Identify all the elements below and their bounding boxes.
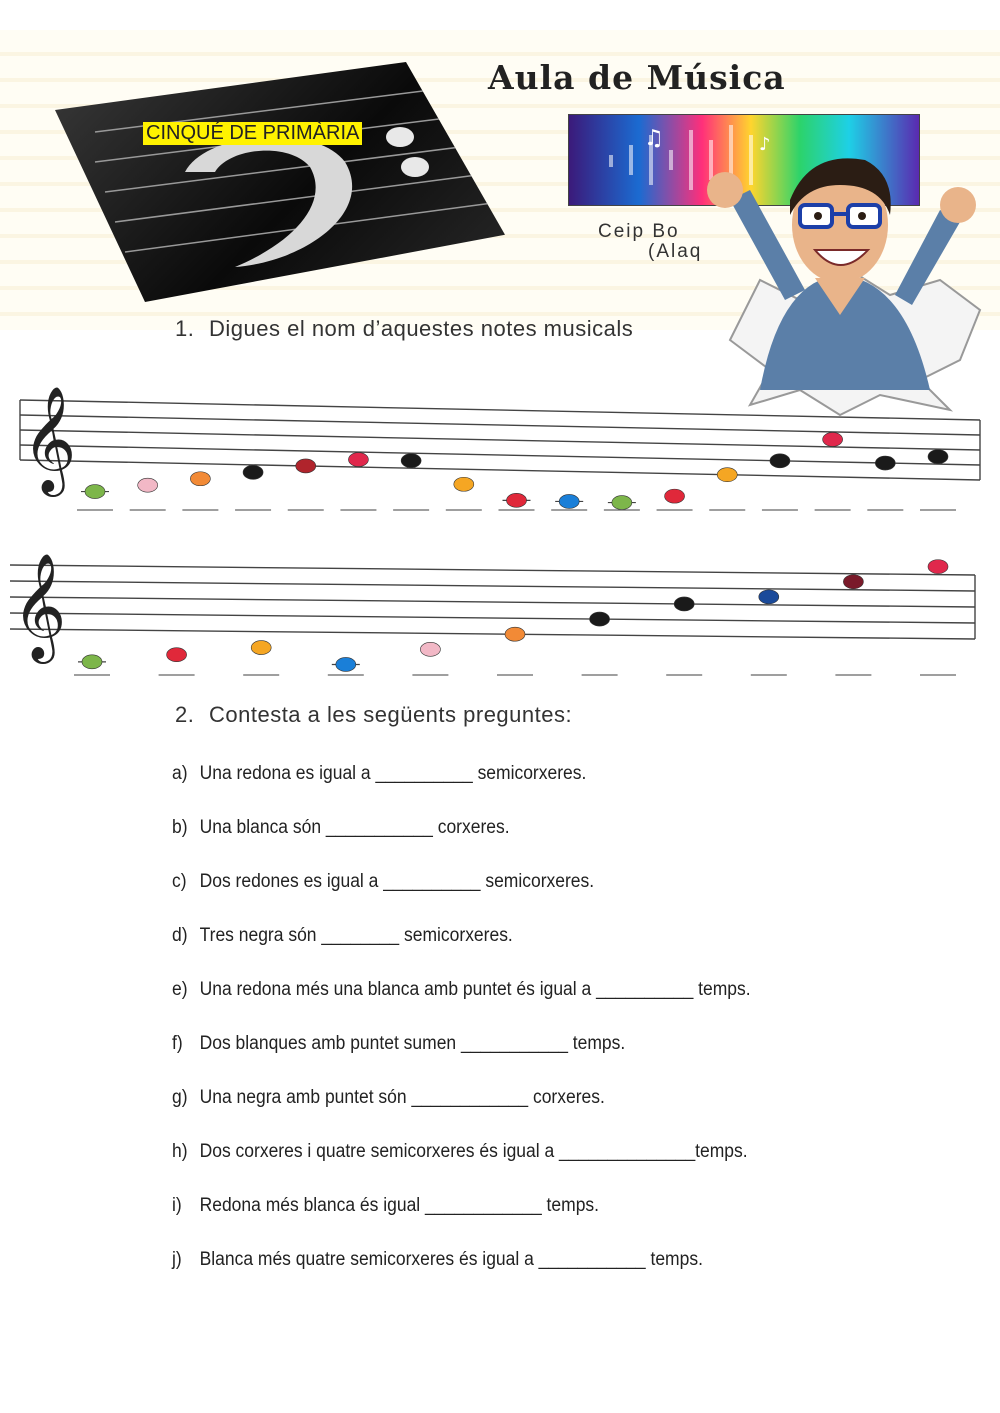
staff-2-lines [10, 565, 975, 639]
note-4 [336, 657, 356, 671]
section1-heading [175, 316, 633, 342]
section1-title: Digues el nom d’aquestes notes musicals [208, 316, 634, 341]
note-11 [928, 560, 948, 574]
question-text[interactable]: Redona més blanca és igual ____________ temps. [199, 1195, 600, 1216]
note-2 [167, 648, 187, 662]
question-text[interactable]: Una negra amb puntet són ____________ corxeres. [199, 1087, 605, 1108]
treble-clef-icon: 𝄞 [12, 552, 67, 659]
svg-text:♫: ♫ [644, 126, 664, 151]
staff-2 [0, 540, 1000, 690]
question-letter: f) [172, 1033, 183, 1054]
question-i [172, 1195, 599, 1217]
question-d [172, 925, 513, 947]
note-7 [401, 454, 421, 468]
question-a [172, 763, 586, 785]
note-13 [717, 468, 737, 482]
question-text[interactable]: Dos corxeres i quatre semicorxeres és igual a ______________temps. [199, 1141, 748, 1162]
section2-title: Contesta a les següents preguntes: [208, 702, 573, 727]
note-8 [674, 597, 694, 611]
question-text[interactable]: Tres negra són ________ semicorxeres. [199, 925, 513, 946]
question-letter: g) [172, 1087, 188, 1108]
note-5 [296, 459, 316, 473]
note-10 [559, 494, 579, 508]
question-letter: e) [172, 979, 188, 1000]
grade-label: CINQUÉ DE PRIMÀRIA [143, 122, 362, 145]
question-text[interactable]: Una redona més una blanca amb puntet és igual a __________ temps. [199, 979, 751, 1000]
note-2 [138, 478, 158, 492]
note-3 [190, 472, 210, 486]
note-17 [928, 450, 948, 464]
note-1 [82, 655, 102, 669]
question-text[interactable]: Una redona es igual a __________ semicorxeres. [199, 763, 587, 784]
question-c [172, 871, 594, 893]
page-title: Aula de Música [488, 58, 786, 97]
note-6 [348, 453, 368, 467]
question-j [172, 1249, 703, 1271]
note-9 [759, 590, 779, 604]
question-text[interactable]: Una blanca són ___________ corxeres. [199, 817, 510, 838]
note-5 [420, 642, 440, 656]
note-1 [85, 485, 105, 499]
treble-clef-icon: 𝄞 [22, 385, 77, 492]
question-g [172, 1087, 605, 1109]
note-14 [770, 454, 790, 468]
question-text[interactable]: Dos redones es igual a __________ semicorxeres. [199, 871, 595, 892]
question-letter: c) [172, 871, 187, 892]
note-9 [507, 493, 527, 507]
section2-heading [175, 702, 572, 728]
school-name: Ceip Bo (Alaq [598, 221, 703, 262]
question-text[interactable]: Dos blanques amb puntet sumen ___________ temps. [199, 1033, 626, 1054]
question-letter: d) [172, 925, 188, 946]
note-3 [251, 641, 271, 655]
question-text[interactable]: Blanca més quatre semicorxeres és igual a ___________ temps. [199, 1249, 703, 1270]
note-12 [665, 489, 685, 503]
note-6 [505, 627, 525, 641]
staff-1 [0, 370, 1000, 530]
note-7 [590, 612, 610, 626]
question-letter: h) [172, 1141, 188, 1162]
question-letter: a) [172, 763, 188, 784]
svg-text:♪: ♪ [759, 134, 771, 155]
note-8 [454, 477, 474, 491]
note-4 [243, 465, 263, 479]
note-16 [875, 456, 895, 470]
section1-number: 1. [175, 316, 195, 341]
question-b [172, 817, 510, 839]
question-letter: i) [172, 1195, 182, 1216]
question-h [172, 1141, 748, 1163]
question-e [172, 979, 751, 1001]
note-11 [612, 496, 632, 510]
note-15 [823, 432, 843, 446]
note-10 [843, 575, 863, 589]
section2-number: 2. [175, 702, 195, 727]
question-letter: j) [172, 1249, 182, 1270]
question-letter: b) [172, 817, 188, 838]
question-f [172, 1033, 625, 1055]
